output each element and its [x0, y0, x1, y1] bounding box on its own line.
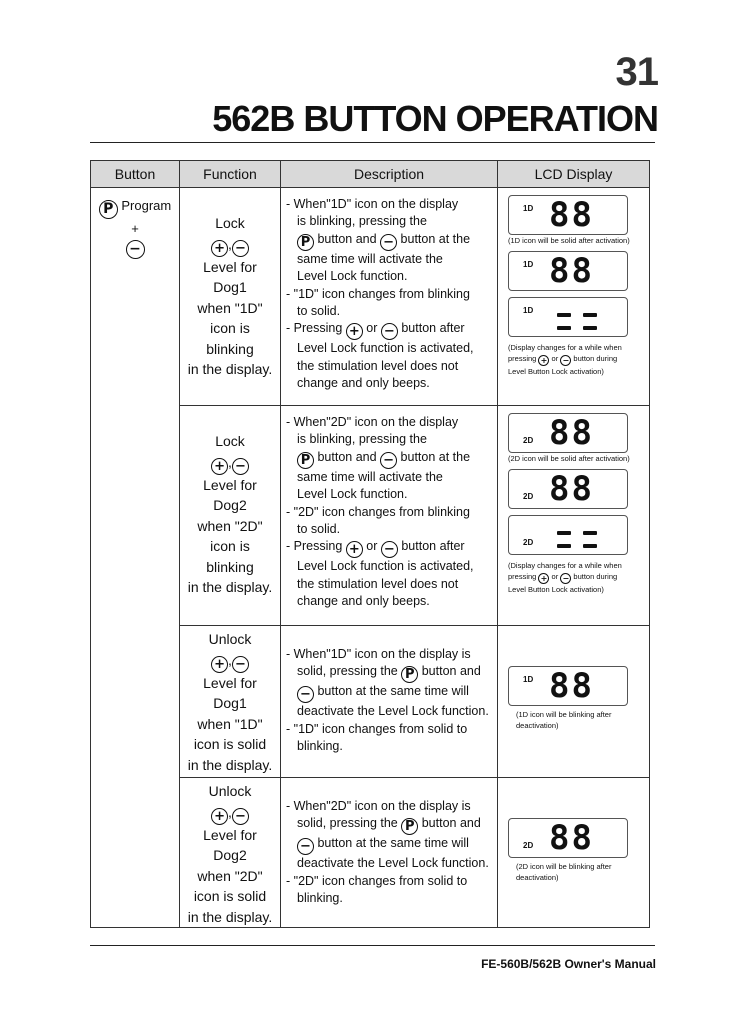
function-line: blinking: [206, 558, 254, 575]
minus-icon: −: [380, 452, 397, 469]
minus-icon: −: [232, 656, 249, 673]
lcd-note: (Display changes for a while when: [508, 343, 622, 352]
lcd-digits: 88: [549, 195, 594, 235]
function-line: Level for: [203, 826, 257, 843]
header-function: Function: [180, 161, 281, 188]
header-description: Description: [281, 161, 498, 188]
dog-label: 2D: [523, 492, 534, 501]
lcd-digits: 88: [549, 469, 594, 509]
separator: ,: [228, 803, 232, 820]
desc-line: solid, pressing the P button and: [297, 664, 481, 683]
lcd-screen: [508, 469, 628, 509]
lcd-digits: 88: [549, 251, 594, 291]
title-rule: [90, 142, 655, 143]
lcd-screen: [508, 195, 628, 235]
program-label: Program: [121, 198, 172, 213]
separator: ,: [228, 453, 232, 470]
desc-line: Level Lock function.: [297, 269, 408, 284]
desc-line: - Pressing + or − button after: [286, 321, 465, 340]
desc-line: Level Lock function.: [297, 487, 408, 502]
function-title: Unlock: [208, 631, 252, 647]
dog-label: 2D: [523, 436, 534, 445]
function-line: in the display.: [187, 756, 273, 773]
p-icon: P: [401, 666, 418, 683]
footer-title: FE-560B/562B Owner's Manual: [481, 957, 656, 971]
desc-line: P button and − button at the: [286, 231, 497, 251]
function-line: in the display.: [187, 579, 273, 595]
lcd-note: Level Button Lock activation): [508, 367, 604, 376]
lcd-screen: [508, 251, 628, 291]
dog-label: 2D: [523, 841, 534, 850]
lcd-note: (1D icon will be solid after activation): [508, 236, 630, 245]
minus-icon: −: [232, 458, 249, 475]
lcd-dash: [583, 313, 597, 317]
function-line: when "1D": [197, 299, 263, 316]
lcd-dash: [583, 531, 597, 535]
p-icon: P: [297, 234, 314, 251]
header-lcd-display: LCD Display: [498, 161, 650, 188]
lcd-screen: [508, 515, 628, 555]
lcd-note: (2D icon will be solid after activation): [508, 454, 630, 463]
function-title: Lock: [215, 433, 245, 449]
lcd-note: deactivation): [516, 873, 559, 882]
desc-line: deactivate the Level Lock function.: [297, 704, 489, 719]
lcd-dash: [557, 326, 571, 330]
lcd-dash: [557, 531, 571, 535]
lcd-digits: 88: [549, 818, 594, 858]
function-line: when "1D": [197, 715, 263, 732]
lcd-note: pressing + or − button during: [508, 354, 618, 365]
function-line: Level for: [203, 674, 257, 691]
dog-label: 1D: [523, 306, 534, 315]
separator: ,: [228, 235, 232, 252]
desc-line: - When"1D" icon on the display: [286, 197, 459, 211]
lcd-screen: [508, 666, 628, 706]
function-cell: [180, 406, 281, 626]
plus-icon: +: [346, 541, 363, 558]
minus-icon: −: [297, 838, 314, 855]
minus-icon: −: [232, 808, 249, 825]
lcd-digits: 88: [549, 413, 594, 453]
lcd-screen: [508, 818, 628, 858]
lcd-dash: [557, 313, 571, 317]
desc-line: - When"2D" icon on the display is: [286, 799, 471, 813]
plus-icon: +: [211, 240, 228, 257]
function-icons: [180, 650, 280, 673]
dog-label: 1D: [523, 204, 534, 213]
function-line: icon is solid: [193, 736, 267, 752]
p-icon: P: [401, 818, 418, 835]
lcd-dash: [583, 544, 597, 548]
desc-line: Level Lock function is activated,: [297, 341, 474, 356]
lcd-dash: [557, 544, 571, 548]
dog-label: 1D: [523, 260, 534, 269]
lcd-cell: [498, 626, 650, 778]
minus-icon: −: [560, 573, 571, 584]
function-line: icon is: [210, 320, 250, 336]
function-icons: [180, 234, 280, 257]
dog-label: 1D: [523, 675, 534, 684]
p-icon: P: [297, 452, 314, 469]
p-button-icon: P: [99, 200, 118, 219]
lcd-digits: 88: [549, 666, 594, 706]
lcd-cell: [498, 188, 650, 406]
desc-line: - "1D" icon changes from solid to: [286, 721, 468, 736]
desc-line: is blinking, pressing the: [297, 432, 427, 447]
function-cell: [180, 626, 281, 778]
function-line: Dog1: [213, 695, 247, 711]
header-button: Button: [91, 161, 180, 188]
lcd-note: (1D icon will be blinking after: [516, 710, 612, 719]
lcd-note: (2D icon will be blinking after: [516, 862, 612, 871]
function-line: icon is: [210, 538, 250, 554]
lcd-screen: [508, 297, 628, 337]
function-title: Unlock: [208, 783, 252, 799]
minus-icon: −: [381, 323, 398, 340]
page-title: 562B BUTTON OPERATION: [212, 98, 658, 139]
lcd-screen: [508, 413, 628, 453]
minus-button-icon: −: [126, 240, 145, 259]
footer-rule: [90, 945, 655, 946]
dog-label: 2D: [523, 538, 534, 547]
function-title: Lock: [215, 215, 245, 231]
desc-line: solid, pressing the P button and: [297, 816, 481, 835]
minus-icon: −: [380, 234, 397, 251]
function-cell: [180, 778, 281, 928]
desc-line: change and only beeps.: [297, 594, 430, 609]
function-line: Dog1: [213, 279, 247, 295]
function-line: in the display.: [187, 361, 273, 377]
desc-line: blinking.: [297, 891, 343, 906]
lcd-note: pressing + or − button during: [508, 572, 618, 583]
function-line: when "2D": [197, 867, 263, 884]
plus-icon: +: [538, 573, 549, 584]
desc-line: same time will activate the: [297, 251, 443, 266]
plus-icon: +: [211, 808, 228, 825]
desc-line: to solid.: [297, 522, 341, 537]
plus-icon: +: [211, 656, 228, 673]
desc-line: same time will activate the: [297, 469, 443, 484]
function-icons: [180, 452, 280, 475]
button-operation-table: [90, 160, 650, 928]
lcd-note: deactivation): [516, 721, 559, 730]
function-line: Dog2: [213, 497, 247, 513]
minus-icon: −: [381, 541, 398, 558]
page-number: 31: [615, 50, 658, 94]
desc-line: is blinking, pressing the: [297, 214, 427, 229]
desc-line: change and only beeps.: [297, 376, 430, 391]
description-cell: [281, 188, 498, 406]
desc-line: - "2D" icon changes from blinking: [286, 504, 470, 519]
function-line: Level for: [203, 476, 257, 493]
function-line: Dog2: [213, 847, 247, 863]
description-cell: [281, 778, 498, 928]
desc-line: deactivate the Level Lock function.: [297, 856, 489, 871]
separator: ,: [228, 651, 232, 668]
plus-sign: +: [131, 221, 139, 236]
desc-line: to solid.: [297, 304, 341, 319]
lcd-dash: [583, 326, 597, 330]
desc-line: the stimulation level does not: [297, 576, 459, 591]
lcd-note: Level Button Lock activation): [508, 585, 604, 594]
description-cell: [281, 406, 498, 626]
function-line: in the display.: [187, 908, 273, 925]
function-line: Level for: [203, 258, 257, 275]
desc-line: P button and − button at the: [286, 449, 497, 469]
desc-line: - "2D" icon changes from solid to: [286, 873, 468, 888]
function-line: blinking: [206, 340, 254, 357]
plus-icon: +: [346, 323, 363, 340]
lcd-note: (Display changes for a while when: [508, 561, 622, 570]
desc-line: blinking.: [297, 739, 343, 754]
lcd-cell: [498, 406, 650, 626]
lcd-cell: [498, 778, 650, 928]
function-line: when "2D": [197, 517, 263, 534]
button-cell: [91, 188, 180, 928]
desc-line: − button at the same time will: [286, 835, 497, 855]
table-row: [91, 188, 650, 406]
minus-icon: −: [297, 686, 314, 703]
desc-line: - When"2D" icon on the display: [286, 415, 459, 429]
plus-icon: +: [211, 458, 228, 475]
desc-line: the stimulation level does not: [297, 358, 459, 373]
desc-line: − button at the same time will: [286, 683, 497, 703]
description-cell: [281, 626, 498, 778]
minus-icon: −: [232, 240, 249, 257]
function-icons: [180, 802, 280, 825]
function-line: icon is solid: [193, 888, 267, 904]
desc-line: - "1D" icon changes from blinking: [286, 286, 470, 301]
minus-icon: −: [560, 355, 571, 366]
desc-line: - Pressing + or − button after: [286, 539, 465, 558]
function-cell: [180, 188, 281, 406]
plus-icon: +: [538, 355, 549, 366]
desc-line: - When"1D" icon on the display is: [286, 647, 471, 661]
table-header-row: [91, 161, 650, 188]
desc-line: Level Lock function is activated,: [297, 559, 474, 574]
